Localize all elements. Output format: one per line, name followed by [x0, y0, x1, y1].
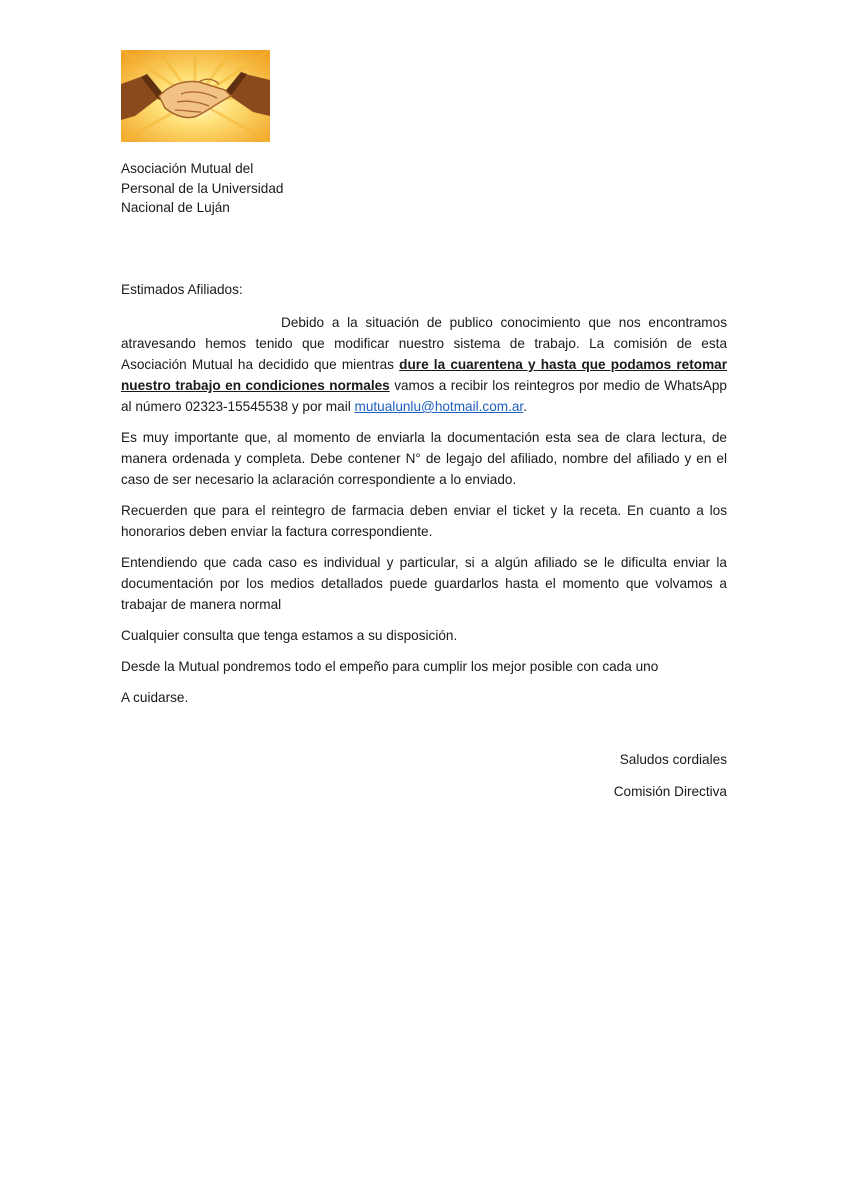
paragraph-6: Desde la Mutual pondremos todo el empeño para cumplir los mejor posible con cada uno — [121, 659, 659, 674]
org-line-1: Asociación Mutual del — [121, 161, 254, 176]
email-link[interactable]: mutualunlu@hotmail.com.ar — [354, 399, 524, 414]
paragraph-3: Recuerden que para el reintegro de farmacia deben enviar el ticket y la receta. En cuanto a los honorarios deben enviar la factura correspondiente. — [121, 503, 727, 539]
handshake-icon — [121, 50, 270, 142]
paragraph-2: Es muy importante que, al momento de enviarla la documentación esta sea de clara lectura, de manera ordenada y completa. Debe contener N° de legajo del afiliado, nombre del afiliado y en el caso de ser necesario la aclaración correspondiente a lo enviado. — [121, 430, 727, 487]
paragraph-1-text-b: vamos a recibir los reintegros por medio de WhatsApp al número 02323-15545538 y por mail — [121, 378, 727, 414]
paragraph-1-text-a: Debido a la situación de publico conocimiento que nos encontramos atravesando hemos tenido que modificar nuestro sistema de trabajo. La comisión de esta Asociación Mutual ha decidido que mientras — [121, 315, 727, 372]
handshake-logo — [121, 50, 270, 142]
salutation: Estimados Afiliados: — [121, 282, 243, 297]
signature: Comisión Directiva — [613, 784, 727, 799]
closing: Saludos cordiales — [619, 752, 727, 767]
paragraph-1 — [121, 312, 727, 417]
paragraph-7: A cuidarse. — [121, 690, 189, 705]
letter-body — [121, 312, 727, 718]
paragraph-1-end: . — [523, 399, 527, 414]
organization-name — [121, 159, 283, 218]
signoff — [614, 750, 727, 814]
paragraph-1-emphasis: dure la cuarentena y hasta que podamos retomar nuestro trabajo en condiciones normales — [121, 357, 728, 393]
org-line-3: Nacional de Luján — [121, 200, 230, 215]
paragraph-5: Cualquier consulta que tenga estamos a su disposición. — [121, 628, 458, 643]
org-line-2: Personal de la Universidad — [121, 180, 284, 196]
paragraph-4: Entendiendo que cada caso es individual y particular, si a algún afiliado se le dificulta enviar la documentación por los medios detallados puede guardarlos hasta el momento que volvamos a trabajar de manera normal — [121, 555, 727, 612]
